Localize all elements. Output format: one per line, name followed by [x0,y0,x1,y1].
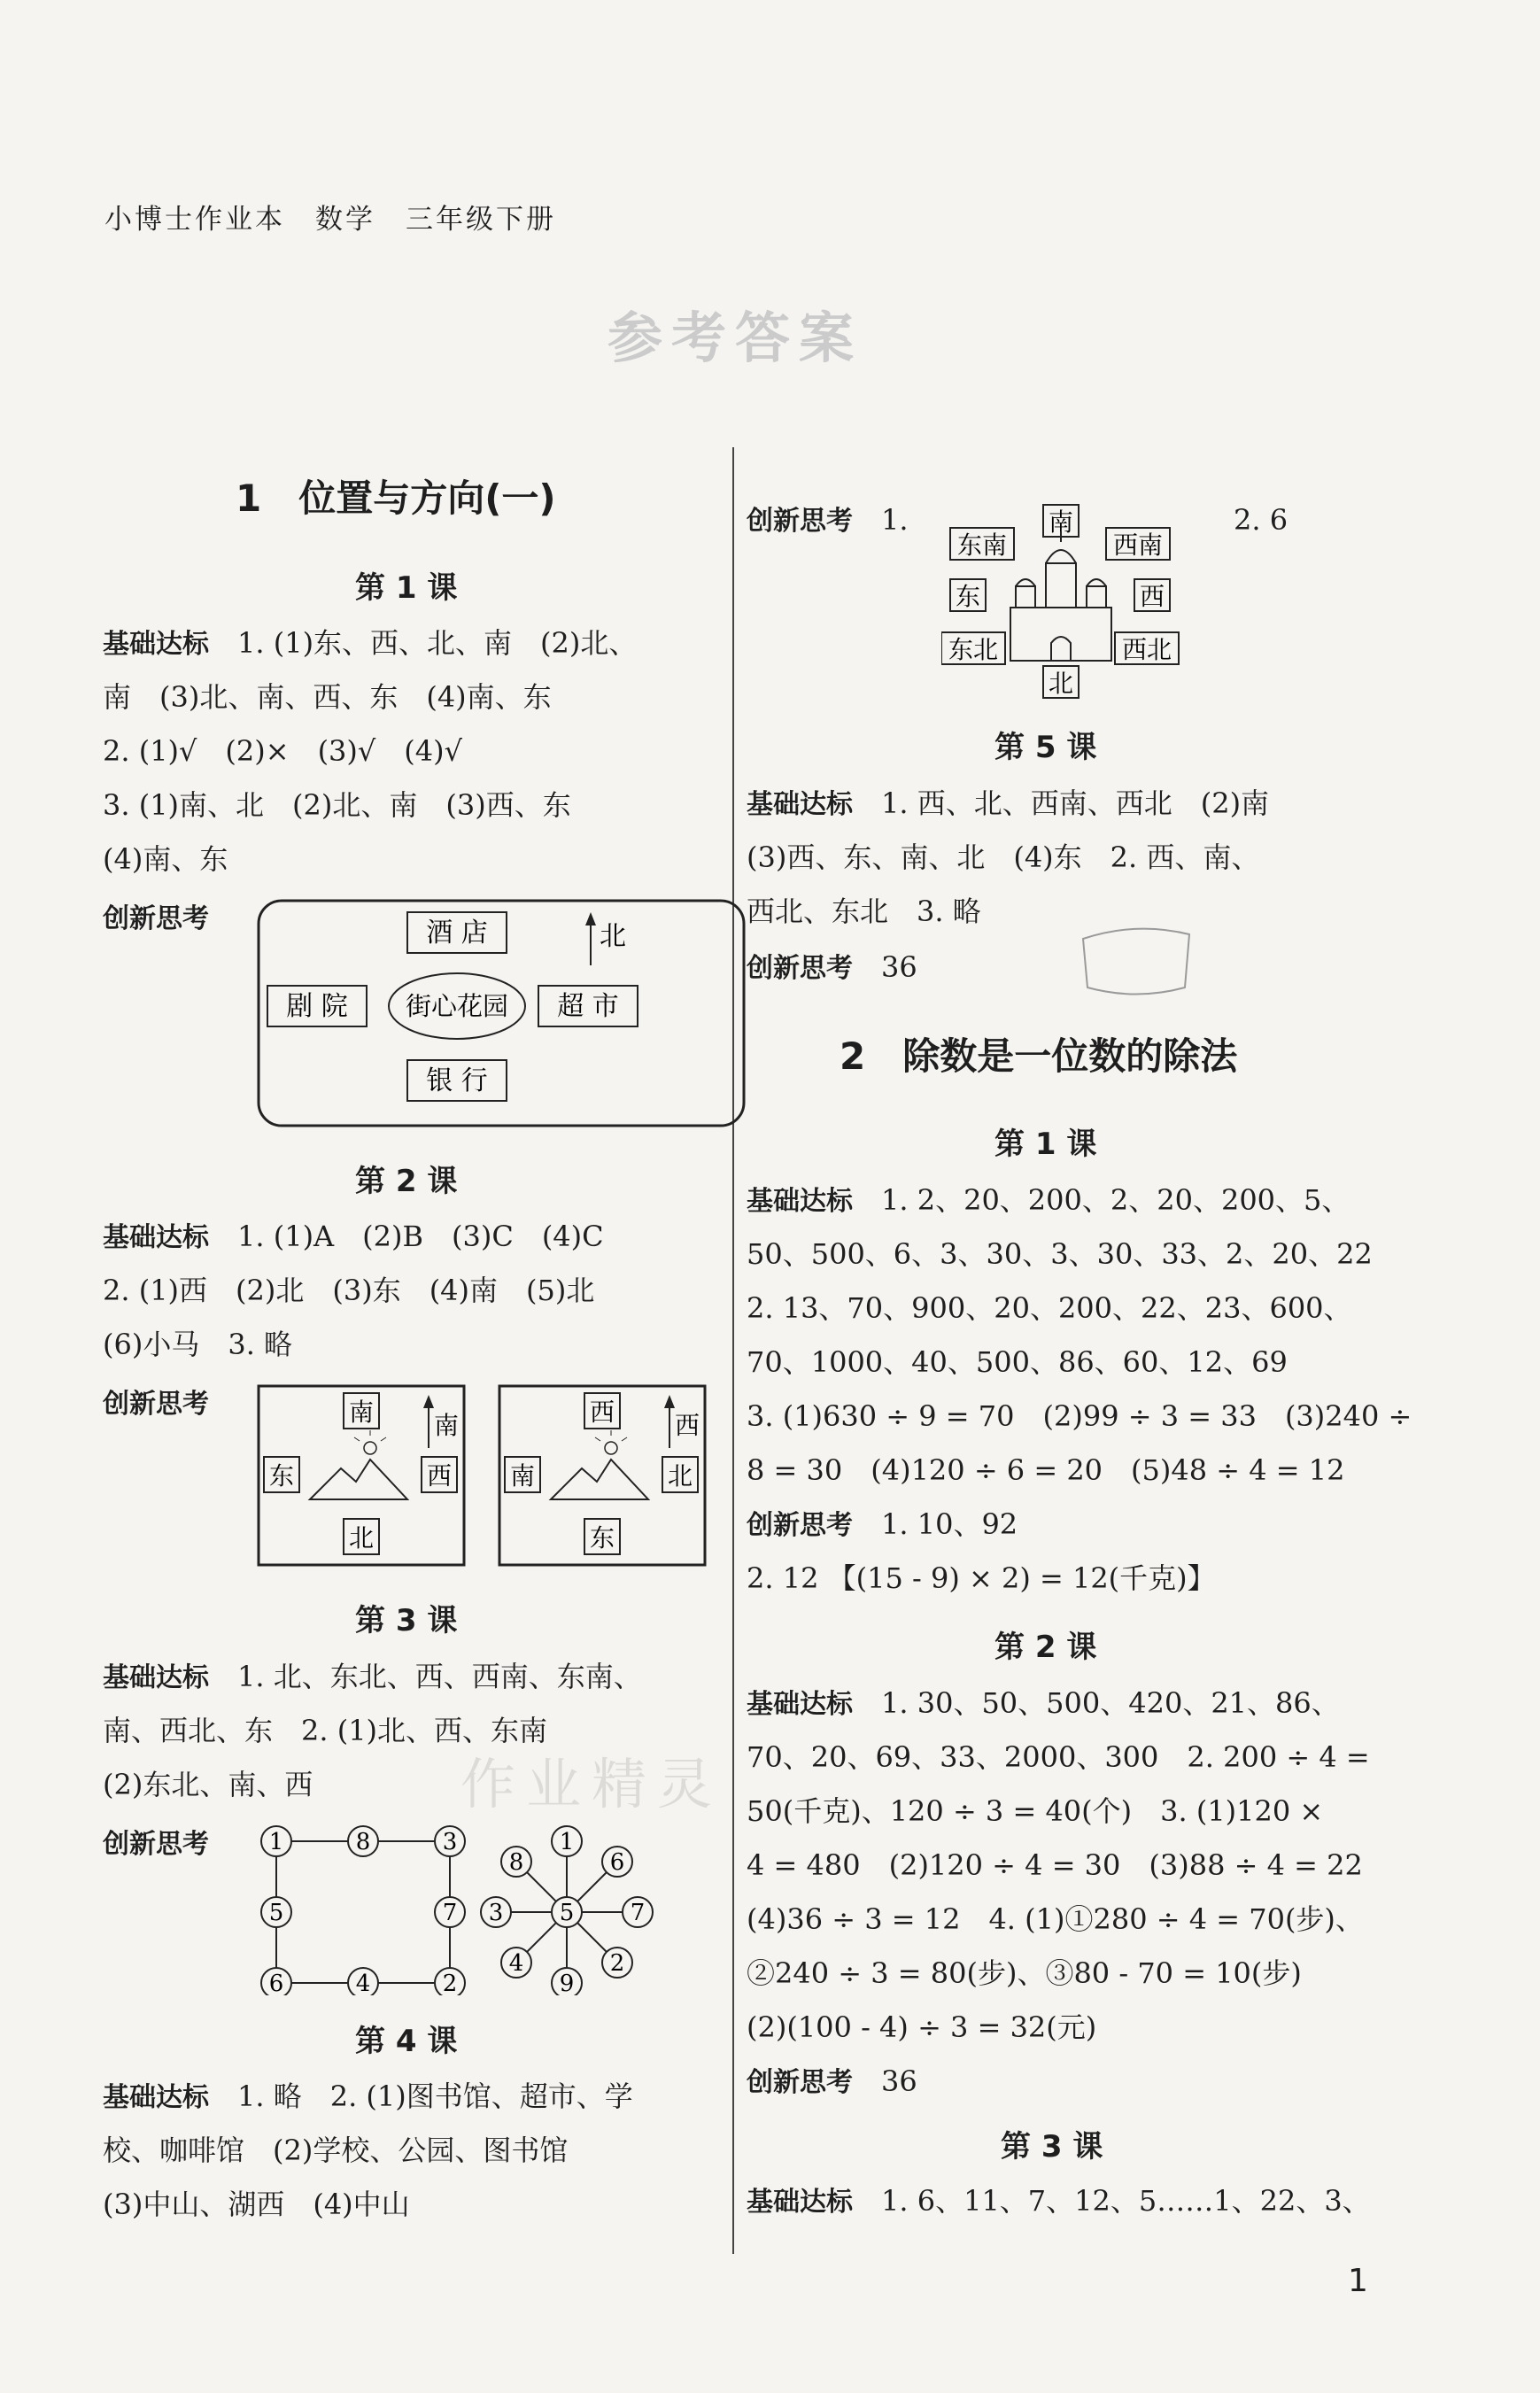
wheel-node: 6 [609,1849,625,1876]
answer-line: 2. (1)√ (2)× (3)√ (4)√ [103,734,463,768]
answer-line [747,786,1269,823]
answer-line: (6)小马 3. 略 [103,1328,293,1361]
lesson-title: 第 4 课 [355,2024,458,2059]
box1-arrow: 南 [433,1411,460,1440]
compass-e: 西 [1139,582,1165,611]
box1-bottom: 北 [348,1523,375,1553]
square-node: 2 [442,1971,458,1995]
wheel-node: 7 [630,1900,646,1926]
answer-line [747,2064,917,2101]
answer-text: 1. 略 2. (1)图书馆、超市、学 [237,2079,633,2113]
answer-text: 1. 北、东北、西、西南、东南、 [237,1660,642,1693]
map-bottom-label: 银 行 [426,1065,488,1096]
stamp-logo [1074,921,1198,1001]
answer-line [747,2183,1371,2220]
answer-line: ②240 ÷ 3 = 80(步)、③80 - 70 = 10(步) [747,1956,1302,1990]
box2-left: 南 [509,1461,536,1491]
answer-line: 南、西北、东 2. (1)北、西、东南 [103,1714,548,1747]
number-wheel-diagram [478,1818,673,1995]
answer-line [747,1506,1018,1544]
answer-line [747,1685,1340,1723]
wheel-node: 2 [609,1950,625,1977]
answer-line: 3. (1)630 ÷ 9 = 70 (2)99 ÷ 3 = 33 (3)240 ÷ [747,1399,1412,1433]
wheel-node: 8 [508,1849,524,1876]
section-label: 基础达标 [747,1689,853,1720]
section-label: 创新思考 [747,953,853,984]
map-center-label: 街心花园 [405,991,509,1021]
wheel-node: 1 [559,1829,575,1855]
watermark: 作业精灵 [460,1752,724,1816]
chapter-title: 1 位置与方向(一) [236,476,556,520]
box2-top: 西 [589,1398,615,1427]
answer-line: 3. (1)南、北 (2)北、南 (3)西、东 [103,788,571,822]
answer-line: 2. 12 【(15 - 9) × 2) = 12(千克)】 [747,1561,1216,1595]
answer-line: (3)中山、湖西 (4)中山 [103,2188,410,2221]
square-node: 3 [442,1829,458,1855]
north-arrow-label: 北 [600,921,626,952]
answer-line: 50、500、6、3、30、3、30、33、2、20、22 [747,1237,1373,1271]
answer-line [103,625,637,662]
section-label: 基础达标 [103,1662,209,1693]
answer-line: (2)(100 - 4) ÷ 3 = 32(元) [747,2010,1097,2044]
section-label: 创新思考 [747,506,853,537]
answer-text: 1. [881,503,909,537]
wheel-node: 3 [488,1900,504,1926]
page-title: 参考答案 [607,306,863,370]
castle-compass-diagram [941,501,1189,705]
page-number: 1 [1348,2263,1368,2299]
section-label: 创新思考 [103,1389,209,1420]
box2-arrow: 西 [674,1411,700,1440]
box1-top: 南 [348,1398,375,1427]
answer-text: 1. (1)A (2)B (3)C (4)C [237,1220,604,1253]
lesson-title: 第 5 课 [994,730,1097,765]
answer-line: 2. 13、70、900、20、200、22、23、600、 [747,1291,1352,1325]
city-map-diagram [257,899,746,1127]
direction-box-1 [257,1384,466,1567]
lesson-title: 第 1 课 [355,570,458,606]
wheel-node: 5 [559,1900,575,1926]
box2-right: 北 [667,1461,693,1491]
column-divider [732,447,734,2254]
square-node: 4 [355,1971,371,1995]
answer-text: 1. 2、20、200、2、20、200、5、 [881,1183,1350,1217]
square-node: 6 [268,1971,284,1995]
compass-se: 西北 [1121,635,1172,664]
lesson-title: 第 3 课 [1001,2129,1103,2165]
answer-line: (4)36 ÷ 3 = 12 4. (1)①280 ÷ 4 = 70(步)、 [747,1902,1364,1936]
castle-icon [1010,531,1111,661]
box1-right: 西 [426,1461,453,1491]
answer-line [103,2079,633,2116]
answer-line: 南 (3)北、南、西、东 (4)南、东 [103,680,552,714]
answer-text: 1. (1)东、西、北、南 (2)北、 [237,626,638,660]
answer-line [103,1219,604,1256]
lesson-title: 第 3 课 [355,1603,458,1638]
wheel-node: 4 [508,1950,524,1977]
wheel-node: 9 [559,1971,575,1995]
square-node: 7 [442,1900,458,1926]
answer-text: 36 [881,950,917,984]
section-label: 基础达标 [103,2082,209,2113]
section-label: 基础达标 [103,629,209,660]
section-label: 创新思考 [747,1510,853,1541]
answer-line [747,1182,1350,1220]
answer-line: (4)南、东 [103,842,228,876]
answer-text: 1. 西、北、西南、西北 (2)南 [881,786,1270,820]
square-node: 8 [355,1829,371,1855]
section-label: 创新思考 [103,903,209,934]
answer-line: 西北、东北 3. 略 [747,894,981,928]
answer-line: (2)东北、南、西 [103,1768,313,1801]
direction-box-2 [498,1384,707,1567]
answer-line: 2. (1)西 (2)北 (3)东 (4)南 (5)北 [103,1274,595,1307]
mountain-sun-icon [551,1430,648,1499]
compass-n: 南 [1048,507,1074,537]
compass-ne: 西南 [1112,530,1164,560]
map-left-label: 剧 院 [286,991,348,1022]
compass-s: 北 [1048,669,1074,698]
section-label: 基础达标 [103,1222,209,1253]
running-header: 小博士作业本 数学 三年级下册 [104,204,556,236]
compass-sw: 东北 [948,635,999,664]
box2-bottom: 东 [589,1523,615,1553]
section-label: 创新思考 [103,1829,209,1860]
answer-line [747,949,917,987]
answer-line [103,1659,642,1696]
answer-line [747,502,909,539]
answer-line: (3)西、东、南、北 (4)东 2. 西、南、 [747,840,1260,874]
mountain-sun-icon [310,1430,407,1499]
compass-w: 东 [955,582,981,611]
answer-text: 36 [881,2064,917,2098]
answer-line: 8 = 30 (4)120 ÷ 6 = 20 (5)48 ÷ 4 = 12 [747,1453,1345,1487]
compass-nw: 东南 [956,530,1008,560]
lesson-title: 第 2 课 [994,1630,1097,1665]
answer-line: 70、1000、40、500、86、60、12、69 [747,1345,1288,1379]
answer-line: 70、20、69、33、2000、300 2. 200 ÷ 4 = [747,1740,1370,1774]
answer-line: 校、咖啡馆 (2)学校、公园、图书馆 [103,2134,569,2167]
square-node: 5 [268,1900,284,1926]
section-label: 基础达标 [747,789,853,820]
square-node: 1 [268,1829,284,1855]
section-label: 创新思考 [747,2067,853,2098]
answer-line: 2. 6 [1234,503,1288,537]
map-top-label: 酒 店 [426,918,488,949]
lesson-title: 第 2 课 [355,1164,458,1199]
answer-text: 1. 10、92 [881,1507,1018,1541]
section-label: 基础达标 [747,1186,853,1217]
chapter-title: 2 除数是一位数的除法 [840,1034,1238,1078]
section-label: 基础达标 [747,2187,853,2218]
answer-line: 4 = 480 (2)120 ÷ 4 = 30 (3)88 ÷ 4 = 22 [747,1848,1363,1882]
answer-text: 1. 6、11、7、12、5……1、22、3、 [881,2184,1371,2218]
lesson-title: 第 1 课 [994,1127,1097,1162]
map-right-label: 超 市 [557,991,619,1022]
box1-left: 东 [268,1461,295,1491]
answer-line: 50(千克)、120 ÷ 3 = 40(个) 3. (1)120 × [747,1794,1324,1828]
answer-text: 1. 30、50、500、420、21、86、 [881,1686,1340,1720]
